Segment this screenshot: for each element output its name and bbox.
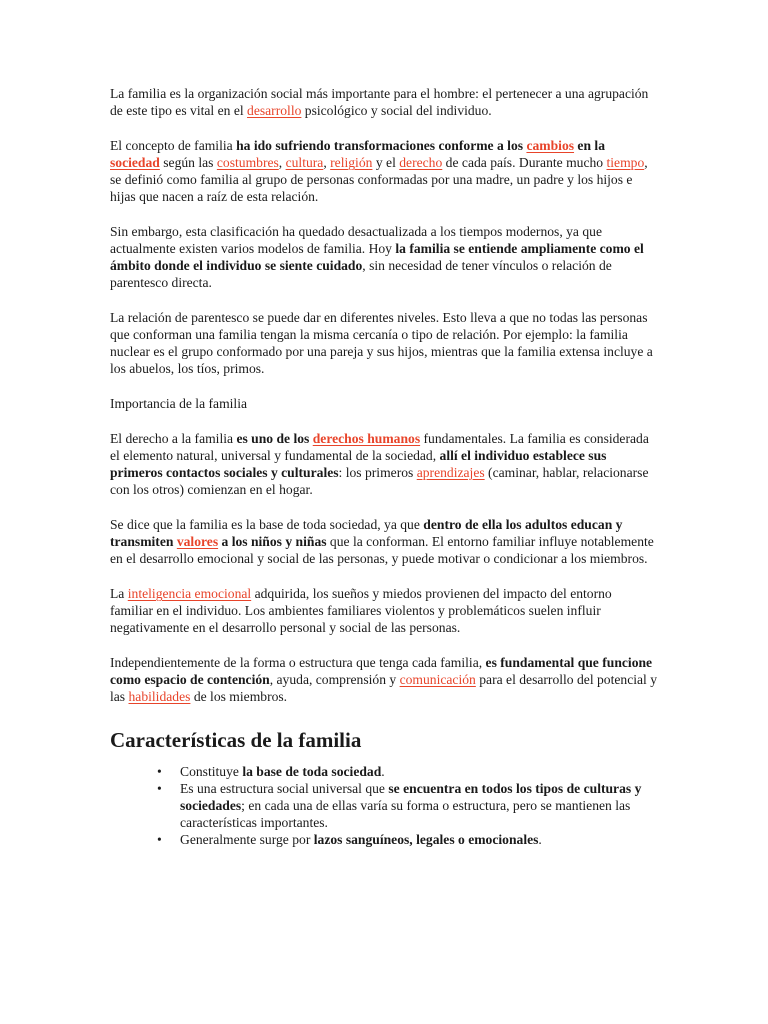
link-aprendizajes[interactable]: aprendizajes	[416, 465, 485, 480]
text-span: La familia es la organización social más importante para el hombre: el pertenecer a una agrupación de este tipo es vital en el	[110, 86, 649, 118]
paragraph-inteligencia	[110, 585, 658, 636]
text-span: ,	[323, 155, 331, 170]
text-span: Independientemente de la forma o estructura que tenga cada familia,	[110, 655, 486, 670]
text-span: que la conforman. El entorno familiar influye notablemente en el desarrollo emocional y social de las personas, y puede motivar o condicionar a los miembros.	[110, 534, 654, 566]
text-span: Es una estructura social universal que	[180, 781, 389, 796]
text-span: .	[381, 764, 385, 779]
link-cambios[interactable]: cambios	[526, 138, 575, 153]
bold-span: dentro de ella los adultos educan y transmiten	[110, 517, 623, 549]
text-span: psicológico y social del individuo.	[301, 103, 492, 118]
characteristics-list	[110, 763, 658, 848]
text-span: , sin necesidad de tener vínculos o relación de parentesco directa.	[110, 258, 612, 290]
list-item	[110, 763, 658, 780]
text-span: (caminar, hablar, relacionarse con los otros) comienzan en el hogar.	[110, 465, 649, 497]
text-span: para el desarrollo del potencial y las	[110, 672, 658, 704]
link-habilidades[interactable]: habilidades	[128, 689, 191, 704]
bold-span: en la	[574, 138, 605, 153]
link-religion[interactable]: religión	[330, 155, 373, 170]
bold-span: a los niños y niñas	[218, 534, 327, 549]
section-heading: Características de la familia	[110, 728, 362, 752]
text-span: , se definió como familia al grupo de personas conformadas por una madre, un padre y los hijos e hijas que nacen a raíz de esta relación.	[110, 155, 648, 204]
text-span: ; en cada una de ellas varía su forma o estructura, pero se mantienen las características importantes.	[180, 798, 631, 830]
text-span: Generalmente surge por	[180, 832, 314, 847]
paragraph-derecho	[110, 430, 658, 498]
link-cultura[interactable]: cultura	[285, 155, 324, 170]
paragraph-parentesco: La relación de parentesco se puede dar en diferentes niveles. Esto lleva a que no todas las personas que conforman una familia tengan la misma cercanía o tipo de relación. Por ejemplo: la familia nuclear es el grupo conformado por una pareja y sus hijos, mientras que la familia extensa incluye a los abuelos, los tíos, primos.	[110, 310, 653, 376]
bold-span: la familia se entiende ampliamente como el ámbito donde el individuo se siente cuidado	[110, 241, 644, 273]
link-inteligencia-emocional[interactable]: inteligencia emocional	[127, 586, 252, 601]
link-comunicacion[interactable]: comunicación	[399, 672, 476, 687]
paragraph-intro	[110, 85, 658, 119]
link-derechos-humanos[interactable]: derechos humanos	[312, 431, 421, 446]
text-span: Sin embargo, esta clasificación ha quedado desactualizada a los tiempos modernos, ya que actualmente existen varios modelos de familia. Hoy	[110, 224, 602, 256]
bold-span: ha ido sufriendo transformaciones conforme a los	[236, 138, 527, 153]
paragraph-sin-embargo	[110, 223, 658, 291]
subheading-importancia: Importancia de la familia	[110, 396, 248, 411]
bold-span: es fundamental que funcione como espacio de contención	[110, 655, 653, 687]
bold-span: allí el individuo establece sus primeros contactos sociales y culturales	[110, 448, 607, 480]
link-sociedad[interactable]: sociedad	[110, 155, 160, 170]
link-valores[interactable]: valores	[176, 534, 219, 549]
bold-span: la base de toda sociedad	[242, 764, 382, 779]
bullet-icon: •	[157, 764, 162, 779]
text-span: El derecho a la familia	[110, 431, 237, 446]
text-span: .	[538, 832, 542, 847]
text-span: de los miembros.	[190, 689, 288, 704]
list-item	[110, 831, 658, 848]
list-item	[110, 780, 658, 831]
text-span: adquirida, los sueños y miedos provienen del impacto del entorno familiar en el individuo. Los ambientes familiares violentos y problemáticos suelen influir negativamente en el desarrollo personal y social de las personas.	[110, 586, 612, 635]
bold-span: lazos sanguíneos, legales o emocionales	[313, 832, 539, 847]
bold-span: es uno de los	[236, 431, 313, 446]
text-span: : los primeros	[338, 465, 417, 480]
text-span: fundamentales. La familia es considerada el elemento natural, universal y fundamental de la sociedad,	[110, 431, 649, 463]
link-costumbres[interactable]: costumbres	[216, 155, 279, 170]
paragraph-concepto	[110, 137, 658, 205]
bullet-icon: •	[157, 832, 162, 847]
text-span: Se dice que la familia es la base de toda sociedad, ya que	[110, 517, 424, 532]
link-derecho[interactable]: derecho	[399, 155, 443, 170]
link-desarrollo[interactable]: desarrollo	[247, 103, 302, 118]
text-span: , ayuda, comprensión y	[269, 672, 400, 687]
text-span: La	[110, 586, 128, 601]
text-span: ,	[278, 155, 286, 170]
text-span: El concepto de familia	[110, 138, 237, 153]
text-span: y el	[372, 155, 400, 170]
text-span: de cada país. Durante mucho	[442, 155, 607, 170]
paragraph-independientemente	[110, 654, 658, 705]
text-span: según las	[159, 155, 217, 170]
bold-span: se encuentra en todos los tipos de culturas y sociedades	[180, 781, 642, 813]
link-tiempo[interactable]: tiempo	[606, 155, 645, 170]
bullet-icon: •	[157, 781, 162, 796]
paragraph-base	[110, 516, 658, 567]
text-span: Constituye	[180, 764, 243, 779]
